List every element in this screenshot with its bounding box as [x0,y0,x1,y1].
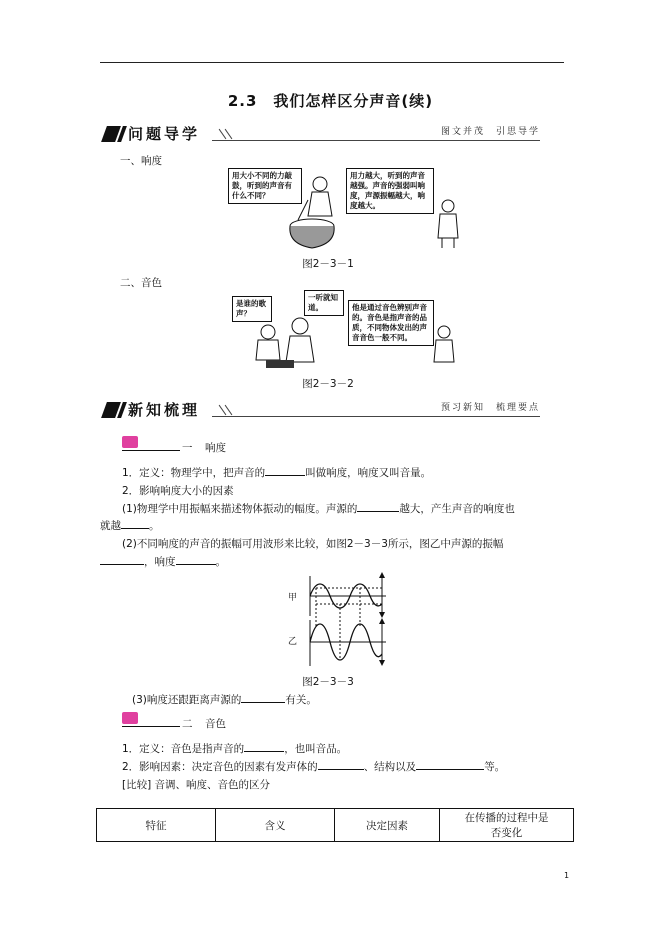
answer-blank[interactable] [244,741,284,752]
comparison-table [96,808,574,842]
answer-blank[interactable] [241,692,285,703]
paragraph-line [122,465,431,480]
figure-drum-illustration [228,166,464,250]
table-header: 决定因素 [335,809,440,842]
wave-label: 甲 [288,593,298,603]
knowledge-marker-icon [122,712,138,724]
text: 在传播的过程中是 [464,812,549,824]
paragraph-line [132,692,317,707]
text: 。 [149,520,160,532]
text: ，也叫音品。 [284,743,348,755]
paragraph-line: 2．影响响度大小的因素 [122,485,234,497]
knowledge-number: 二 [182,718,193,730]
top-rule [100,62,564,63]
figure-caption: 图2－3－2 [302,378,354,390]
section-rule [212,416,540,417]
text: 1．定义：物理学中，把声音的 [122,467,266,479]
knowledge-underline [122,726,180,727]
answer-blank[interactable] [100,554,144,565]
speech-bubble: 是谁的歌声？ [232,296,272,322]
section-subtitle: 图文并茂 引思导学 [440,127,540,137]
text: (1)物理学中用振幅来描述物体振动的幅度。声源的 [122,503,358,515]
drum-drawing [228,166,464,250]
item-timbre: 二、音色 [120,277,162,289]
speech-bubble: 他是通过音色辨别声音的。音色是指声音的品质，不同物体发出的声音音色一般不同。 [348,300,434,346]
knowledge-underline [122,450,180,451]
text: 。 [215,556,226,568]
speech-bubble: 用大小不同的力敲鼓，听到的声音有什么不同？ [228,168,302,204]
text: 就越 [100,520,121,532]
paragraph-line: (2)不同响度的声音的振幅可用波形来比较，如图2－3－3所示，图乙中声源的振幅 [122,538,504,550]
figure-caption: 图2－3－3 [302,676,354,688]
section-rule [212,140,540,141]
section-title: 问题导学 [128,125,201,143]
text: 1．定义：音色是指声音的 [122,743,245,755]
figure-waveforms [286,570,396,670]
answer-blank[interactable] [265,465,305,476]
speech-bubble: 一听就知道。 [304,290,344,316]
text: 、结构以及 [363,761,417,773]
text: ，响度 [144,556,176,568]
answer-blank[interactable] [318,759,364,770]
item-loudness: 一、响度 [120,155,162,167]
answer-blank[interactable] [357,501,399,512]
answer-blank[interactable] [416,759,484,770]
paragraph-line [100,518,160,533]
text: 叫做响度，响度又叫音量。 [305,467,432,479]
knowledge-label: 响度 [205,442,226,454]
page-title: 2.3 我们怎样区分声音(续) [227,92,434,110]
text: 否变化 [490,827,523,839]
paragraph-line [122,741,347,756]
table-row [97,809,574,842]
text: 等。 [484,761,506,773]
figure-caption: 图2－3－1 [302,258,354,270]
answer-blank[interactable] [176,554,216,565]
text: 2．影响因素：决定音色的因素有发声体的 [122,761,318,773]
paragraph-line [100,554,226,569]
section-header-guide [104,122,544,146]
wave-label: 乙 [288,637,298,647]
paragraph-line [122,501,515,516]
section-title: 新知梳理 [128,401,201,419]
paragraph-line: [比较] 音调、响度、音色的区分 [122,779,271,791]
table-header [440,809,574,842]
text: 有关。 [285,694,317,706]
knowledge-number: 一 [182,442,193,454]
page-number: 1 [564,871,570,880]
knowledge-marker-icon [122,436,138,448]
table-header: 特征 [97,809,216,842]
paragraph-line [122,759,505,774]
knowledge-label: 音色 [205,718,226,730]
answer-blank[interactable] [121,518,149,529]
text: (3)响度还跟距离声源的 [132,694,242,706]
text: 越大，产生声音的响度也 [399,503,515,515]
speech-bubble: 用力越大，听到的声音越强。声音的强弱叫响度，声源振幅越大，响度越大。 [346,168,434,214]
waveform-drawing [286,570,396,670]
figure-timbre-illustration [230,286,462,372]
table-header: 含义 [216,809,335,842]
section-header-knowledge [104,398,544,422]
section-subtitle: 预习新知 梳理要点 [440,403,540,413]
